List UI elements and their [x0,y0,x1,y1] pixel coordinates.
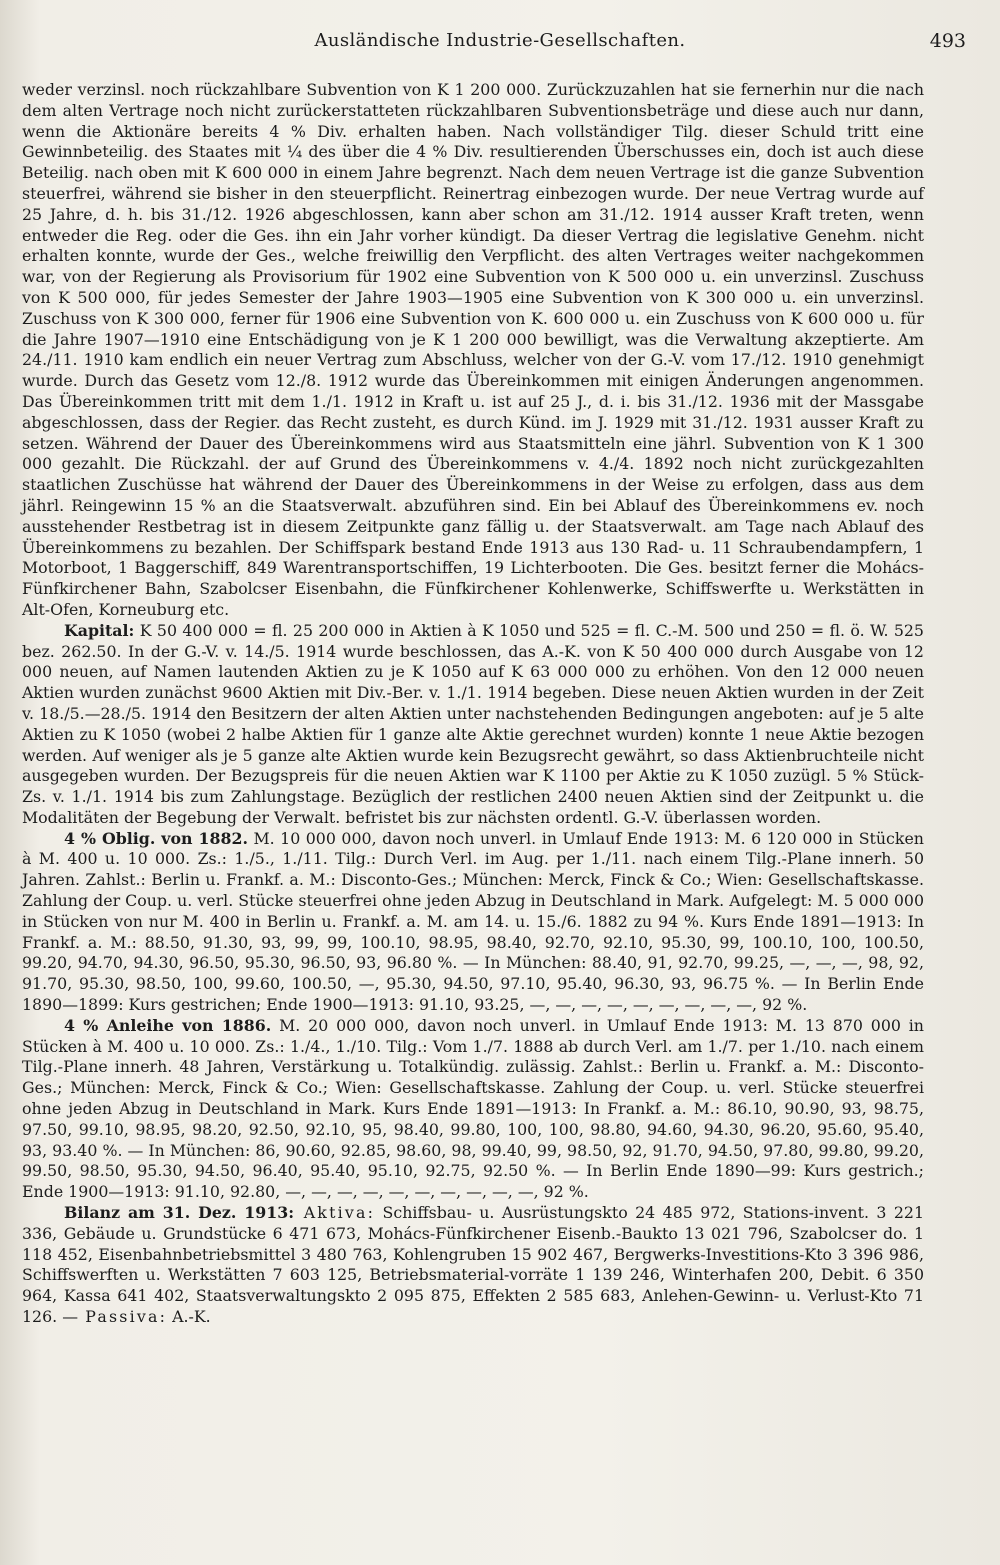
section-heading-bilanz: Bilanz am 31. Dez. 1913: [64,1203,295,1223]
body-text [22,80,924,1328]
section-heading-kapital: Kapital: [64,620,135,640]
page-number: 493 [929,30,966,52]
paragraph-oblig-1882 [22,829,924,1016]
paragraph-anleihe-1886 [22,1016,924,1203]
paragraph-kapital [22,621,924,829]
aktiva-label: Aktiva: [294,1203,376,1223]
paragraph-text: Schiffsbau- u. Ausrüstungskto 24 485 972, Stations-invent. 3 221 336, Gebäude u. Grundstücke 6 471 673, Mohács-Fünfkirchener Eisenb.-Baukto 13 021 796, Szabolcser do. 1 118 452, Eisenbahnbetriebsmittel 3 480 763, Kohlengruben 15 902 467, Bergwerks-Investitions-Kto 3 396 986, Schiffswerften u. Werkstätten 7 603 125, Betriebsmaterial-vorräte 1 139 246, Winterhafen 200, Debit. 6 350 964, Kassa 641 402, Staatsverwaltungskto 2 095 875, Effekten 2 585 683, Anlehen-Gewinn- u. Verlust-Kto 71 126. — [22,1203,924,1327]
passiva-label: Passiva: [78,1307,168,1327]
paragraph-subvention [22,80,924,621]
paragraph-text: K 50 400 000 = fl. 25 200 000 in Aktien à K 1050 und 525 = fl. C.-M. 500 und 250 = fl. ö. W. 525 bez. 262.50. In der G.-V. v. 14./5. 1914 wurde beschlossen, das A.-K. von K 50 400 000 durch Ausgabe von 12 000 neuen, auf Namen lautenden Aktien zu je K 1050 auf K 63 000 000 zu erhöhen. Von den 12 000 neuen Aktien wurden zunächst 9600 Aktien mit Div.-Ber. v. 1./1. 1914 begeben. Diese neuen Aktien wurden in der Zeit v. 18./5.—28./5. 1914 den Besitzern der alten Aktien unter nachstehenden Bedingungen angeboten: auf je 5 alte Aktien zu K 1050 (wobei 2 halbe Aktien für 1 ganze alte Aktie gerechnet wurden) konnte 1 neue Aktie bezogen werden. Auf weniger als je 5 ganze alte Aktien wurde kein Bezugsrecht gewährt, so dass Aktienbruchteile nicht ausgegeben wurden. Der Bezugspreis für die neuen Aktien war K 1100 per Aktie zu K 1050 zuzügl. 5 % Stück-Zs. v. 1./1. 1914 bis zum Zahlungstage. Bezüglich der restlichen 2400 neuen Aktien sind der Zeitpunkt u. die Modalitäten der Begebung der Verwalt. befristet bis zur nächsten ordentl. G.-V. überlassen worden. [22,620,924,827]
paragraph-text: weder verzinsl. noch rückzahlbare Subvention von K 1 200 000. Zurückzuzahlen hat sie fernerhin nur die nach dem alten Vertrage noch nicht zurückerstatteten rückzahlbaren Subventionsbeträge und diese auch nur dann, wenn die Aktionäre bereits 4 % Div. erhalten haben. Nach vollständiger Tilg. dieser Schuld tritt eine Gewinnbeteilig. des Staates mit ¼ des über die 4 % Div. resultierenden Überschusses ein, doch ist auch diese Beteilig. nach oben mit K 600 000 in einem Jahre begrenzt. Nach dem neuen Vertrage ist die ganze Subvention steuerfrei, während sie bisher in den steuerpflicht. Reinertrag einbezogen wurde. Der neue Vertrag wurde auf 25 Jahre, d. h. bis 31./12. 1926 abgeschlossen, kann aber schon am 31./12. 1914 ausser Kraft treten, wenn entweder die Reg. oder die Ges. ihn ein Jahr vorher kündigt. Da dieser Vertrag die legislative Genehm. nicht erhalten konnte, wurde der Ges., welche freiwillig den Verpflicht. des alten Vertrages weiter nachgekommen war, von der Regierung als Provisorium für 1902 eine Subvention von K 500 000 u. ein unverzinsl. Zuschuss von K 500 000, für jedes Semester der Jahre 1903—1905 eine Subvention von K 300 000 u. ein unverzinsl. Zuschuss von K 300 000, ferner für 1906 eine Subvention von K. 600 000 u. ein Zuschuss von K 600 000 u. für die Jahre 1907—1910 eine Entschädigung von je K 1 200 000 bewilligt, was die Verwaltung akzeptierte. Am 24./11. 1910 kam endlich ein neuer Vertrag zum Abschluss, welcher von der G.-V. vom 17./12. 1910 genehmigt wurde. Durch das Gesetz vom 12./8. 1912 wurde das Übereinkommen mit einigen Änderungen angenommen. Das Übereinkommen tritt mit dem 1./1. 1912 in Kraft u. ist auf 25 J., d. i. bis 31./12. 1936 mit der Massgabe abgeschlossen, dass der Regier. das Recht zusteht, es durch Künd. im J. 1929 mit 31./12. 1931 ausser Kraft zu setzen. Während der Dauer des Übereinkommens wird aus Staatsmitteln eine jährl. Subvention von K 1 300 000 gezahlt. Die Rückzahl. der auf Grund des Übereinkommens v. 4./4. 1892 noch nicht zurückgezahlten staatlichen Zuschüsse hat während der Dauer des Übereinkommens in der Weise zu erfolgen, dass aus dem jährl. Reingewinn 15 % an die Staatsverwalt. abzuführen sind. Ein bei Ablauf des Übereinkommens ev. noch ausstehender Restbetrag ist in diesem Zeitpunkte ganz fällig u. der Staatsverwalt. am Tage nach Ablauf des Übereinkommens zu bezahlen. Der Schiffspark bestand Ende 1913 aus 130 Rad- u. 11 Schraubendampfern, 1 Motorboot, 1 Baggerschiff, 849 Warentransportschiffen, 19 Lichterbooten. Die Ges. besitzt ferner die Mohács-Fünfkirchener Bahn, Szabolcser Eisenbahn, die Fünfkirchener Kohlenwerke, Schiffswerfte u. Werkstätten in Alt-Ofen, Korneuburg etc. [22,80,924,619]
paragraph-tail: A.-K. [167,1307,211,1327]
running-title: Ausländische Industrie-Gesellschaften. [314,30,686,51]
paragraph-text: M. 10 000 000, davon noch unverl. in Umlauf Ende 1913: M. 6 120 000 in Stücken à M. 400 u. 10 000. Zs.: 1./5., 1./11. Tilg.: Durch Verl. im Aug. per 1./11. nach einem Tilg.-Plane innerh. 50 Jahren. Zahlst.: Berlin u. Frankf. a. M.: Disconto-Ges.; München: Merck, Finck & Co.; Wien: Gesellschaftskasse. Zahlung der Coup. u. verl. Stücke steuerfrei ohne jeden Abzug in Deutschland in Mark. Aufgelegt: M. 5 000 000 in Stücken von nur M. 400 in Berlin u. Frankf. a. M. am 14. u. 15./6. 1882 zu 94 %. Kurs Ende 1891—1913: In Frankf. a. M.: 88.50, 91.30, 93, 99, 99, 100.10, 98.95, 98.40, 92.70, 92.10, 95.30, 99, 100.10, 100, 100.50, 99.20, 94.70, 94.30, 96.50, 95.30, 96.50, 93, 96.80 %. — In München: 88.40, 91, 92.70, 99.25, —, —, —, 98, 92, 91.70, 95.30, 98.50, 100, 99.60, 100.50, —, 95.30, 94.50, 97.10, 95.40, 96.30, 93, 96.75 %. — In Berlin Ende 1890—1899: Kurs gestrichen; Ende 1900—1913: 91.10, 93.25, —, —, —, —, —, —, —, —, —, 92 %. [22,828,924,1015]
section-heading-oblig-1882: 4 % Oblig. von 1882. [64,828,248,848]
paragraph-text: M. 20 000 000, davon noch unverl. in Umlauf Ende 1913: M. 13 870 000 in Stücken à M. 400 u. 10 000. Zs.: 1./4., 1./10. Tilg.: Vom 1./7. 1888 ab durch Verl. am 1./7. per 1./10. nach einem Tilg.-Plane innerh. 48 Jahren, Verstärkung u. Totalkündig. zulässig. Zahlst.: Berlin u. Frankf. a. M.: Disconto-Ges.; München: Merck, Finck & Co.; Wien: Gesellschaftskasse. Zahlung der Coup. u. verl. Stücke steuerfrei ohne jeden Abzug in Deutschland in Mark. Kurs Ende 1891—1913: In Frankf. a. M.: 86.10, 90.90, 93, 98.75, 97.50, 99.10, 98.95, 98.20, 92.50, 92.10, 95, 98.40, 99.80, 100, 100, 98.80, 94.60, 94.30, 96.20, 95.60, 95.40, 93, 93.40 %. — In München: 86, 90.60, 92.85, 98.60, 98, 99.40, 99, 98.50, 92, 91.70, 94.50, 97.80, 99.80, 99.20, 99.50, 98.50, 95.30, 94.50, 96.40, 95.40, 95.10, 92.75, 92.50 %. — In Berlin Ende 1890—99: Kurs gestrich.; Ende 1900—1913: 91.10, 92.80, —, —, —, —, —, —, —, —, —, —, 92 %. [22,1015,924,1202]
page-header [0,30,1000,64]
section-heading-anleihe-1886: 4 % Anleihe von 1886. [64,1015,272,1035]
paragraph-bilanz [22,1203,924,1328]
